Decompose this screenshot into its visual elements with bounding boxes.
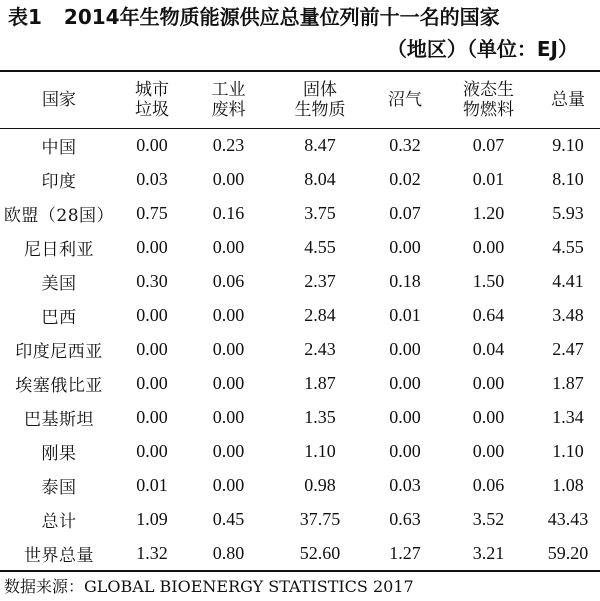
value-cell: 0.32: [389, 134, 421, 155]
value-cell: 0.00: [212, 236, 245, 257]
value-cell: 0.00: [136, 304, 168, 325]
value-cell: 0.00: [136, 338, 168, 359]
value-cell: 2.84: [304, 304, 336, 325]
value-cell: 0.04: [472, 338, 505, 359]
data-source: 数据来源：GLOBAL BIOENERGY STATISTICS 2017: [4, 577, 414, 596]
column-header: 工业 废料: [211, 80, 246, 120]
value-cell: 0.00: [472, 236, 505, 257]
value-cell: 2.47: [552, 338, 584, 359]
value-cell: 4.55: [304, 236, 336, 257]
bottom-rule: [0, 570, 600, 572]
table-row: [0, 196, 600, 230]
table-row: [0, 502, 600, 536]
country-cell: 中国: [41, 137, 77, 158]
value-cell: 1.27: [389, 542, 421, 563]
value-cell: 5.93: [552, 202, 584, 223]
country-cell: 印度: [41, 171, 77, 192]
value-cell: 43.43: [547, 508, 589, 529]
country-cell: 刚果: [41, 443, 77, 464]
column-header: 液态生 物燃料: [463, 80, 514, 120]
value-cell: 0.07: [472, 134, 505, 155]
column-header: 总量: [551, 90, 585, 110]
value-cell: 0.00: [212, 168, 245, 189]
value-cell: 8.47: [304, 134, 336, 155]
value-cell: 2.37: [304, 270, 336, 291]
value-cell: 3.52: [472, 508, 505, 529]
value-cell: 1.34: [552, 406, 584, 427]
value-cell: 1.09: [136, 508, 168, 529]
table-unit: （地区）（单位：EJ）: [386, 37, 578, 61]
column-header: 固体 生物质: [294, 80, 346, 120]
value-cell: 1.35: [304, 406, 336, 427]
value-cell: 1.32: [136, 542, 168, 563]
table-row: [0, 468, 600, 502]
value-cell: 0.00: [472, 372, 505, 393]
value-cell: 0.00: [389, 440, 421, 461]
value-cell: 59.20: [547, 542, 589, 563]
value-cell: 8.04: [304, 168, 336, 189]
country-cell: 总计: [41, 511, 77, 532]
value-cell: 0.00: [472, 406, 505, 427]
value-cell: 1.10: [552, 440, 584, 461]
table-row: [0, 128, 600, 162]
table-row: [0, 264, 600, 298]
value-cell: 0.23: [212, 134, 245, 155]
column-header: 沼气: [388, 90, 422, 110]
value-cell: 0.00: [212, 440, 245, 461]
country-cell: 欧盟（28国）: [3, 205, 115, 226]
value-cell: 1.20: [472, 202, 505, 223]
value-cell: 0.00: [472, 440, 505, 461]
value-cell: 2.43: [304, 338, 336, 359]
value-cell: 0.01: [389, 304, 421, 325]
value-cell: 0.03: [136, 168, 168, 189]
value-cell: 3.75: [304, 202, 336, 223]
country-cell: 世界总量: [24, 545, 94, 566]
country-cell: 埃塞俄比亚: [15, 375, 103, 396]
value-cell: 0.64: [472, 304, 505, 325]
value-cell: 0.00: [136, 372, 168, 393]
value-cell: 0.00: [136, 236, 168, 257]
value-cell: 8.10: [552, 168, 584, 189]
value-cell: 0.01: [472, 168, 505, 189]
value-cell: 0.00: [389, 236, 421, 257]
value-cell: 4.55: [552, 236, 584, 257]
value-cell: 0.01: [136, 474, 168, 495]
bioenergy-table: [0, 72, 600, 570]
table-row: [0, 366, 600, 400]
value-cell: 1.10: [304, 440, 336, 461]
value-cell: 1.50: [472, 270, 505, 291]
value-cell: 0.00: [389, 338, 421, 359]
table-row: [0, 332, 600, 366]
value-cell: 0.06: [212, 270, 245, 291]
value-cell: 52.60: [299, 542, 341, 563]
value-cell: 4.41: [552, 270, 584, 291]
value-cell: 37.75: [299, 508, 341, 529]
value-cell: 0.00: [136, 440, 168, 461]
value-cell: 0.80: [212, 542, 245, 563]
value-cell: 0.00: [212, 304, 245, 325]
value-cell: 0.63: [389, 508, 421, 529]
value-cell: 3.21: [472, 542, 505, 563]
country-cell: 巴基斯坦: [24, 409, 94, 430]
value-cell: 0.07: [389, 202, 421, 223]
value-cell: 0.00: [212, 338, 245, 359]
country-cell: 美国: [41, 273, 77, 294]
value-cell: 0.03: [389, 474, 421, 495]
column-header: 国家: [42, 90, 76, 110]
value-cell: 0.00: [212, 474, 245, 495]
table-title-text: 2014年生物质能源供应总量位列前十一名的国家: [63, 5, 500, 29]
table-body: [0, 128, 600, 570]
value-cell: 3.48: [552, 304, 584, 325]
value-cell: 0.75: [136, 202, 168, 223]
value-cell: 1.08: [552, 474, 584, 495]
value-cell: 0.06: [472, 474, 505, 495]
column-header: 城市 垃圾: [135, 80, 169, 120]
value-cell: 0.45: [212, 508, 245, 529]
value-cell: 0.30: [136, 270, 168, 291]
value-cell: 9.10: [552, 134, 584, 155]
table-row: [0, 298, 600, 332]
country-cell: 尼日利亚: [24, 239, 94, 260]
table-row: [0, 230, 600, 264]
value-cell: 1.87: [304, 372, 336, 393]
value-cell: 0.16: [212, 202, 245, 223]
country-cell: 印度尼西亚: [15, 341, 103, 362]
value-cell: 0.00: [389, 372, 421, 393]
table-row: [0, 434, 600, 468]
table-row: [0, 162, 600, 196]
value-cell: 0.00: [212, 406, 245, 427]
value-cell: 0.00: [136, 134, 168, 155]
value-cell: 0.00: [389, 406, 421, 427]
value-cell: 0.00: [212, 372, 245, 393]
table-row: [0, 536, 600, 570]
table-row: [0, 400, 600, 434]
table-title: [8, 4, 598, 30]
value-cell: 0.00: [136, 406, 168, 427]
value-cell: 0.02: [389, 168, 421, 189]
country-cell: 巴西: [41, 307, 77, 328]
value-cell: 0.98: [304, 474, 336, 495]
value-cell: 0.18: [389, 270, 421, 291]
country-cell: 泰国: [41, 477, 77, 498]
header-row: [0, 72, 600, 128]
table-number: 表1: [8, 5, 42, 29]
value-cell: 1.87: [552, 372, 584, 393]
